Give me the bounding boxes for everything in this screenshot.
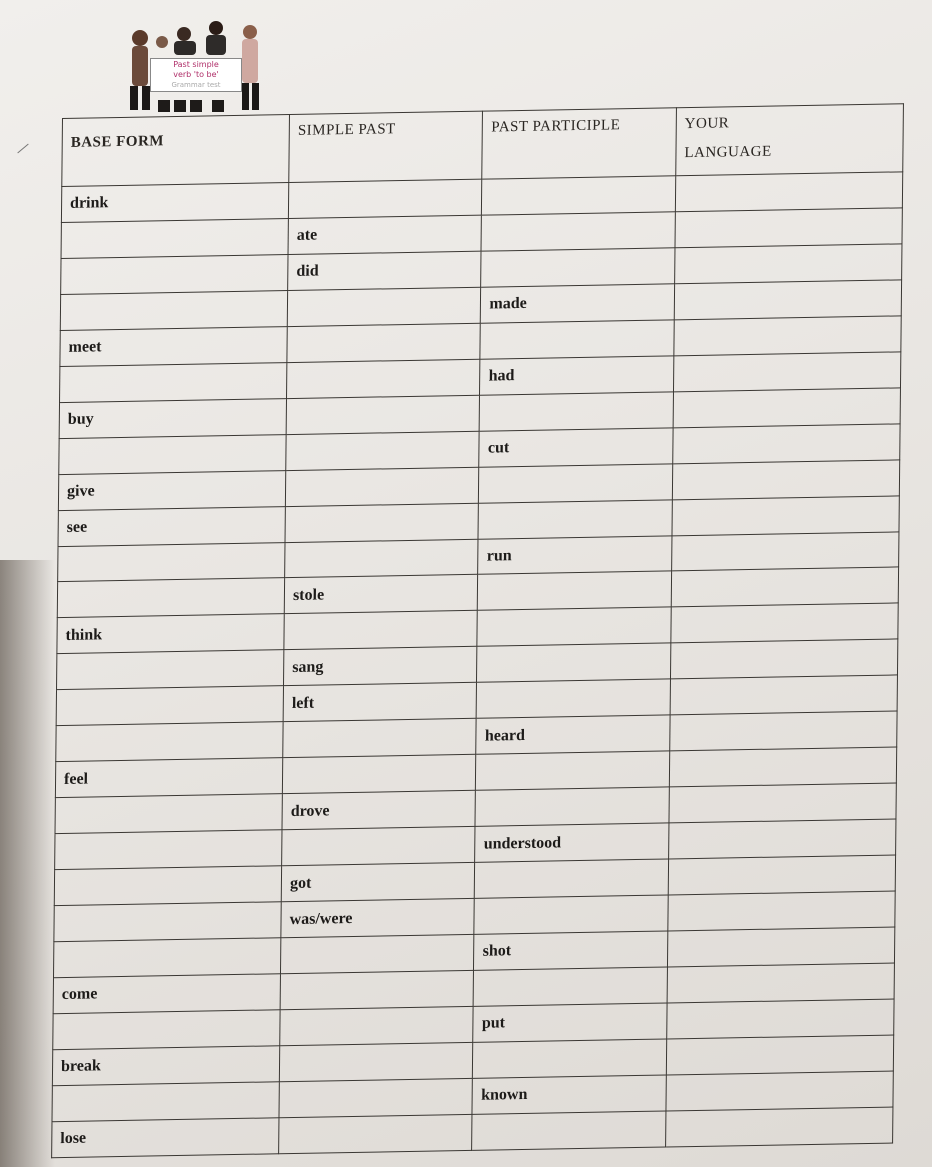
- base-form-cell[interactable]: [60, 290, 287, 330]
- past-participle-cell[interactable]: [475, 859, 669, 898]
- base-form-cell[interactable]: [56, 686, 283, 726]
- simple-past-cell[interactable]: [282, 826, 476, 865]
- simple-past-cell[interactable]: stole: [284, 575, 478, 614]
- base-form-cell[interactable]: [53, 1010, 280, 1050]
- header-your: YOUR: [684, 115, 730, 133]
- simple-past-cell[interactable]: [285, 539, 479, 578]
- your-language-cell[interactable]: [668, 891, 895, 931]
- your-language-cell[interactable]: [671, 567, 898, 607]
- past-participle-cell[interactable]: [475, 787, 669, 826]
- past-participle-cell[interactable]: [480, 392, 674, 431]
- past-participle-cell[interactable]: [480, 320, 674, 359]
- past-participle-cell[interactable]: had: [480, 356, 674, 395]
- past-participle-cell[interactable]: understood: [475, 823, 669, 862]
- past-participle-cell[interactable]: [472, 1111, 666, 1151]
- your-language-cell[interactable]: [665, 1107, 892, 1147]
- base-form-cell[interactable]: [57, 650, 284, 690]
- simple-past-cell[interactable]: left: [283, 683, 477, 722]
- your-language-cell[interactable]: [669, 783, 896, 823]
- base-form-cell[interactable]: [55, 830, 282, 870]
- your-language-cell[interactable]: [672, 460, 899, 500]
- your-language-cell[interactable]: [670, 675, 897, 715]
- past-participle-cell[interactable]: known: [472, 1075, 666, 1114]
- past-participle-cell[interactable]: [478, 499, 672, 538]
- table-body: [52, 172, 903, 1158]
- simple-past-cell[interactable]: [285, 467, 479, 506]
- simple-past-cell[interactable]: [279, 1078, 473, 1117]
- simple-past-cell[interactable]: got: [281, 862, 475, 901]
- base-form-cell[interactable]: lose: [52, 1118, 279, 1158]
- simple-past-cell[interactable]: [286, 431, 480, 470]
- your-language-cell[interactable]: [668, 855, 895, 895]
- your-language-cell[interactable]: [669, 747, 896, 787]
- base-form-cell[interactable]: buy: [59, 398, 286, 438]
- your-language-cell[interactable]: [673, 388, 900, 428]
- past-participle-cell[interactable]: [481, 248, 675, 287]
- base-form-cell[interactable]: see: [58, 506, 285, 546]
- logo-line-1: Past simple: [173, 60, 219, 69]
- your-language-cell[interactable]: [669, 819, 896, 859]
- your-language-cell[interactable]: [671, 603, 898, 643]
- past-participle-cell[interactable]: [474, 967, 668, 1006]
- simple-past-cell[interactable]: [286, 395, 480, 434]
- your-language-cell[interactable]: [673, 424, 900, 464]
- past-participle-cell[interactable]: [482, 176, 676, 215]
- simple-past-cell[interactable]: [280, 970, 474, 1009]
- header-simple-past: SIMPLE PAST: [289, 111, 483, 182]
- simple-past-cell[interactable]: [279, 1114, 473, 1154]
- past-participle-cell[interactable]: shot: [474, 931, 668, 970]
- base-form-cell[interactable]: come: [53, 974, 280, 1014]
- past-participle-cell[interactable]: made: [481, 284, 675, 323]
- simple-past-cell[interactable]: [284, 611, 478, 650]
- past-participle-cell[interactable]: [474, 895, 668, 934]
- base-form-cell[interactable]: think: [57, 614, 284, 654]
- base-form-cell[interactable]: [60, 362, 287, 402]
- hand-shadow: [0, 560, 55, 1167]
- simple-past-cell[interactable]: [287, 287, 481, 326]
- your-language-cell[interactable]: [666, 1071, 893, 1111]
- simple-past-cell[interactable]: [287, 323, 481, 362]
- past-participle-cell[interactable]: [477, 679, 671, 718]
- base-form-cell[interactable]: [59, 434, 286, 474]
- your-language-cell[interactable]: [675, 244, 902, 284]
- base-form-cell[interactable]: [54, 866, 281, 906]
- base-form-cell[interactable]: feel: [55, 758, 282, 798]
- past-participle-cell[interactable]: [477, 607, 671, 646]
- base-form-cell[interactable]: [61, 219, 288, 259]
- base-form-cell[interactable]: [52, 1082, 279, 1122]
- simple-past-cell[interactable]: [288, 179, 482, 218]
- your-language-cell[interactable]: [666, 1035, 893, 1075]
- base-form-cell[interactable]: [56, 722, 283, 762]
- simple-past-cell[interactable]: sang: [284, 647, 478, 686]
- header-base-form: BASE FORM: [62, 115, 290, 187]
- your-language-cell[interactable]: [674, 316, 901, 356]
- base-form-cell[interactable]: break: [52, 1046, 279, 1086]
- your-language-cell[interactable]: [675, 208, 902, 248]
- simple-past-cell[interactable]: did: [288, 251, 482, 290]
- past-participle-cell[interactable]: [478, 571, 672, 610]
- simple-past-cell[interactable]: [279, 1042, 473, 1081]
- your-language-cell[interactable]: [675, 172, 902, 212]
- past-participle-cell[interactable]: [479, 463, 673, 502]
- simple-past-cell[interactable]: [280, 1006, 474, 1045]
- pencil-mark: [17, 144, 28, 154]
- your-language-cell[interactable]: [672, 531, 899, 571]
- base-form-cell[interactable]: [53, 938, 280, 978]
- base-form-cell[interactable]: [58, 542, 285, 582]
- simple-past-cell[interactable]: [285, 503, 479, 542]
- past-participle-cell[interactable]: put: [473, 1003, 667, 1042]
- base-form-cell[interactable]: [54, 902, 281, 942]
- your-language-cell[interactable]: [672, 495, 899, 535]
- your-language-cell[interactable]: [667, 999, 894, 1039]
- simple-past-cell[interactable]: drove: [282, 791, 476, 830]
- base-form-cell[interactable]: [57, 578, 284, 618]
- simple-past-cell[interactable]: [281, 934, 475, 973]
- simple-past-cell[interactable]: [287, 359, 481, 398]
- base-form-cell[interactable]: [55, 794, 282, 834]
- past-participle-cell[interactable]: [481, 212, 675, 251]
- logo-caption: [150, 58, 242, 92]
- your-language-cell[interactable]: [670, 711, 897, 751]
- base-form-cell[interactable]: meet: [60, 326, 287, 366]
- past-participle-cell[interactable]: run: [478, 535, 672, 574]
- past-participle-cell[interactable]: [476, 751, 670, 790]
- your-language-cell[interactable]: [667, 927, 894, 967]
- your-language-cell[interactable]: [670, 639, 897, 679]
- simple-past-cell[interactable]: ate: [288, 215, 482, 254]
- past-participle-cell[interactable]: [477, 643, 671, 682]
- verb-table-worksheet: [51, 103, 904, 1158]
- irregular-verbs-table: [51, 103, 904, 1158]
- your-language-cell[interactable]: [673, 352, 900, 392]
- header-past-participle: PAST PARTICIPLE: [482, 108, 676, 179]
- simple-past-cell[interactable]: [283, 719, 477, 758]
- past-participle-cell[interactable]: heard: [476, 715, 670, 754]
- header-your-language: [676, 104, 904, 176]
- base-form-cell[interactable]: drink: [61, 183, 288, 223]
- your-language-cell[interactable]: [674, 280, 901, 320]
- base-form-cell[interactable]: [61, 254, 288, 294]
- logo-line-2: verb 'to be': [173, 70, 219, 79]
- past-participle-cell[interactable]: cut: [479, 428, 673, 467]
- simple-past-cell[interactable]: was/were: [281, 898, 475, 937]
- header-language: LANGUAGE: [684, 143, 772, 162]
- logo-line-3: Grammar test: [171, 81, 221, 89]
- your-language-cell[interactable]: [667, 963, 894, 1003]
- simple-past-cell[interactable]: [282, 755, 476, 794]
- past-participle-cell[interactable]: [473, 1039, 667, 1078]
- base-form-cell[interactable]: give: [58, 470, 285, 510]
